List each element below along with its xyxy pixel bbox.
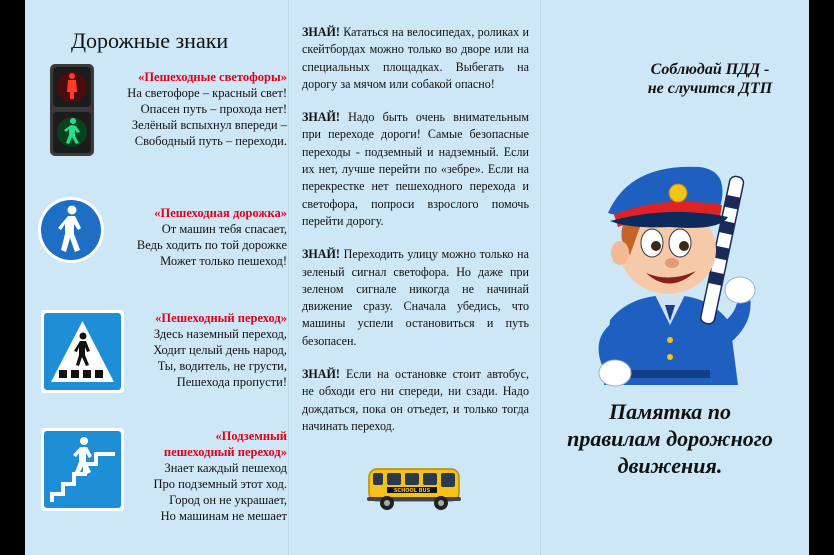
pedestrian-crossing-poem bbox=[153, 310, 287, 390]
slogan bbox=[615, 60, 805, 98]
poem-line: На светофоре – красный свет! bbox=[127, 86, 287, 100]
poem-line: Свободный путь – переходи. bbox=[134, 134, 287, 148]
rule-text: Переходить улицу можно только на зеленый сигнал светофора. Но даже при зеленом сигнале никогда не начинай движение сразу. Сначала убедись, что машины успели остановиться и путь безопасен. bbox=[302, 247, 529, 348]
title-line: движения. bbox=[617, 453, 723, 478]
rule-lead: ЗНАЙ! bbox=[302, 247, 340, 262]
rule-text: Кататься на велосипедах, роликах и скейтбордах можно только во дворе или на специальных площадках. Выбегать на дорогу за мячом или собакой опасно! bbox=[302, 25, 529, 91]
rule-paragraph bbox=[302, 24, 529, 93]
rule-lead: ЗНАЙ! bbox=[302, 110, 340, 125]
road-signs-heading: Дорожные знаки bbox=[71, 28, 229, 53]
title-line: Памятка по bbox=[609, 399, 731, 424]
poem-line: Зелёный вспыхнул впереди – bbox=[131, 118, 287, 132]
slogan-line: Соблюдай ПДД - bbox=[650, 61, 770, 78]
rule-lead: ЗНАЙ! bbox=[302, 25, 340, 39]
rule-paragraph bbox=[302, 366, 529, 435]
rule-paragraph bbox=[302, 246, 529, 350]
poem-line: Опасен путь – прохода нет! bbox=[140, 102, 287, 116]
poem-line: Пешехода пропусти! bbox=[176, 375, 287, 389]
poem-line: Город он не украшает, bbox=[169, 493, 287, 507]
underground-crossing-title-cont: пешеходный переход» bbox=[163, 445, 287, 459]
rule-text: Если на остановке стоит автобус, не обходи его ни спереди, ни сзади. Надо дождаться, пока он отъедет, и только тогда начинать переход. bbox=[302, 367, 529, 433]
poem-line: Ведь ходить по той дорожке bbox=[136, 238, 287, 252]
poem-line: Здесь наземный переход, bbox=[153, 327, 287, 341]
road-signs-column bbox=[25, 0, 287, 555]
leaflet-title bbox=[545, 398, 795, 479]
pedestrian-crossing-sign-icon bbox=[41, 310, 124, 393]
rule-text: Надо быть очень внимательным при переходе дороги! Самые безопасные переходы - подземный и надземный. Если их нет, лучше перейти по «зебре». Если на перекрестке нет пешеходного перехода и светофора, попроси взрослого помочь перейти дорогу. bbox=[302, 110, 529, 228]
traffic-light-poem bbox=[127, 69, 287, 149]
poem-line: Про подземный этот ход. bbox=[153, 477, 287, 491]
cartoon-traffic-officer-illustration bbox=[570, 145, 765, 390]
pedestrian-path-title: «Пешеходная дорожка» bbox=[154, 206, 287, 220]
underground-crossing-title: «Подземный bbox=[215, 429, 287, 443]
rule-paragraph bbox=[302, 109, 529, 230]
poem-line: Знает каждый пешеход bbox=[164, 461, 287, 475]
traffic-light-title: «Пешеходные светофоры» bbox=[138, 70, 287, 84]
know-rules-column bbox=[302, 24, 529, 451]
slogan-line: не случится ДТП bbox=[647, 80, 773, 97]
poem-line: От машин тебя спасает, bbox=[161, 222, 287, 236]
rule-lead: ЗНАЙ! bbox=[302, 367, 340, 382]
fold-line-left bbox=[288, 0, 289, 555]
poem-line: Может только пешеход! bbox=[160, 254, 287, 268]
pedestrian-path-sign-icon bbox=[37, 196, 105, 264]
bus-label: SCHOOL BUS bbox=[393, 488, 431, 494]
pedestrian-traffic-light-icon bbox=[49, 63, 95, 157]
underground-crossing-sign-icon bbox=[41, 428, 124, 511]
leaflet-sheet bbox=[25, 0, 809, 555]
underground-crossing-poem bbox=[153, 428, 287, 524]
poem-line: Ты, водитель, не грусти, bbox=[157, 359, 287, 373]
poem-line: Но машинам не мешает bbox=[160, 509, 287, 523]
fold-line-right bbox=[540, 0, 541, 555]
pedestrian-path-poem bbox=[137, 205, 287, 269]
title-line: правилам дорожного bbox=[567, 426, 773, 451]
pedestrian-crossing-title: «Пешеходный переход» bbox=[155, 311, 287, 325]
school-bus-icon bbox=[365, 465, 465, 513]
poem-line: Ходит целый день народ, bbox=[153, 343, 287, 357]
